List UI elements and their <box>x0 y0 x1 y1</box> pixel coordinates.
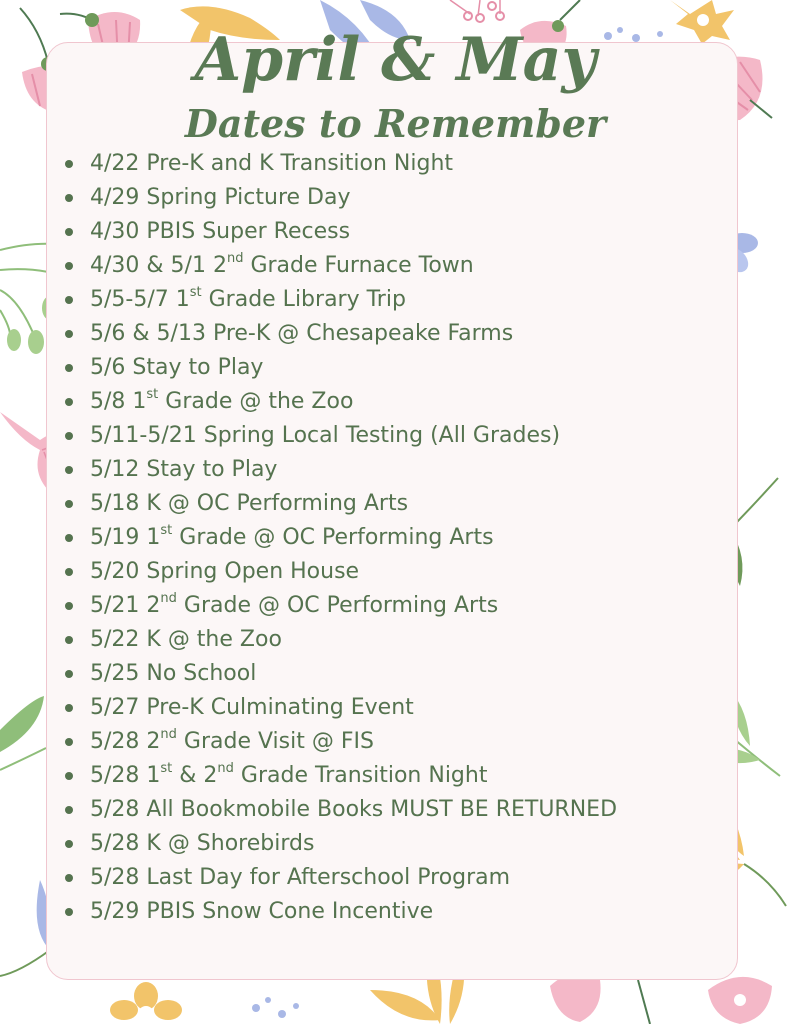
bullet-icon <box>65 262 73 270</box>
bullet-icon <box>65 738 73 746</box>
bullet-icon <box>65 534 73 542</box>
ordinal-suffix: nd <box>160 726 177 742</box>
event-text: 5/29 PBIS Snow Cone Incentive <box>90 899 434 924</box>
ordinal-suffix: nd <box>217 760 234 776</box>
event-text: 5/27 Pre-K Culminating Event <box>90 695 414 720</box>
event-text: 5/6 Stay to Play <box>90 355 264 380</box>
bullet-icon <box>65 364 73 372</box>
page-subtitle: Dates to Remember <box>184 101 607 146</box>
event-text: 5/21 2 <box>90 593 161 618</box>
event-item <box>62 657 702 691</box>
event-text: Grade Furnace Town <box>243 253 474 278</box>
event-text: 5/18 K @ OC Performing Arts <box>90 491 409 516</box>
bullet-icon <box>65 772 73 780</box>
event-text: 4/29 Spring Picture Day <box>90 185 351 210</box>
event-text: Grade Visit @ FIS <box>176 729 374 754</box>
yellow-flower-icon <box>110 982 182 1022</box>
event-text: 5/5-5/7 1 <box>90 287 190 312</box>
event-item <box>62 147 702 181</box>
event-item <box>62 623 702 657</box>
event-item <box>62 589 702 623</box>
event-text: 5/28 Last Day for Afterschool Program <box>90 865 511 890</box>
event-text: Grade @ OC Performing Arts <box>172 525 494 550</box>
ordinal-suffix: st <box>146 386 159 402</box>
event-item <box>62 283 702 317</box>
event-item <box>62 249 702 283</box>
bullet-icon <box>65 602 73 610</box>
bullet-icon <box>65 500 73 508</box>
event-item <box>62 759 702 793</box>
event-item <box>62 453 702 487</box>
event-item <box>62 691 702 725</box>
event-item <box>62 487 702 521</box>
bullet-icon <box>65 806 73 814</box>
event-text: 5/22 K @ the Zoo <box>90 627 282 652</box>
event-text: Grade @ the Zoo <box>158 389 354 414</box>
event-text: 5/28 All Bookmobile Books MUST BE RETURNED <box>90 797 618 822</box>
event-text: 4/22 Pre-K and K Transition Night <box>90 151 454 176</box>
bullet-icon <box>65 568 73 576</box>
event-item <box>62 419 702 453</box>
ordinal-suffix: st <box>160 522 173 538</box>
bullet-icon <box>65 228 73 236</box>
green-leaf-icon <box>0 696 46 770</box>
event-list <box>62 147 702 929</box>
event-item <box>62 521 702 555</box>
event-item <box>62 555 702 589</box>
event-item <box>62 181 702 215</box>
event-text: 5/28 2 <box>90 729 161 754</box>
bullet-icon <box>65 194 73 202</box>
event-text: Grade Library Trip <box>201 287 406 312</box>
event-text: 5/28 1 <box>90 763 161 788</box>
bullet-icon <box>65 670 73 678</box>
event-item <box>62 725 702 759</box>
bullet-icon <box>65 636 73 644</box>
event-item <box>62 827 702 861</box>
event-item <box>62 317 702 351</box>
bullet-icon <box>65 874 73 882</box>
event-item <box>62 861 702 895</box>
event-text: 4/30 PBIS Super Recess <box>90 219 351 244</box>
event-text: & 2 <box>172 763 218 788</box>
event-text: 5/8 1 <box>90 389 147 414</box>
event-item <box>62 215 702 249</box>
event-item <box>62 351 702 385</box>
ordinal-suffix: st <box>160 760 173 776</box>
bullet-icon <box>65 160 73 168</box>
event-item <box>62 895 702 929</box>
bullet-icon <box>65 840 73 848</box>
bullet-icon <box>65 432 73 440</box>
bullet-icon <box>65 296 73 304</box>
event-text: 5/25 No School <box>90 661 257 686</box>
event-item <box>62 385 702 419</box>
event-text: 5/28 K @ Shorebirds <box>90 831 315 856</box>
event-text: Grade Transition Night <box>233 763 488 788</box>
ordinal-suffix: nd <box>226 250 244 266</box>
bullet-icon <box>65 704 73 712</box>
event-text: Grade @ OC Performing Arts <box>176 593 499 618</box>
event-text: 5/20 Spring Open House <box>90 559 360 584</box>
berry-sprig-icon <box>252 997 299 1018</box>
event-text: 5/11-5/21 Spring Local Testing (All Grades) <box>90 423 561 448</box>
bullet-icon <box>65 330 73 338</box>
bullet-icon <box>65 466 73 474</box>
page-title: April & May <box>194 25 597 95</box>
event-text: 5/12 Stay to Play <box>90 457 278 482</box>
event-text: 4/30 & 5/1 2 <box>90 253 227 278</box>
event-text: 5/19 1 <box>90 525 161 550</box>
event-item <box>62 793 702 827</box>
event-text: 5/6 & 5/13 Pre-K @ Chesapeake Farms <box>90 321 514 346</box>
berry-sprig-icon <box>450 0 504 22</box>
ordinal-suffix: nd <box>160 590 177 606</box>
bullet-icon <box>65 908 73 916</box>
bullet-icon <box>65 398 73 406</box>
ordinal-suffix: st <box>189 284 202 300</box>
